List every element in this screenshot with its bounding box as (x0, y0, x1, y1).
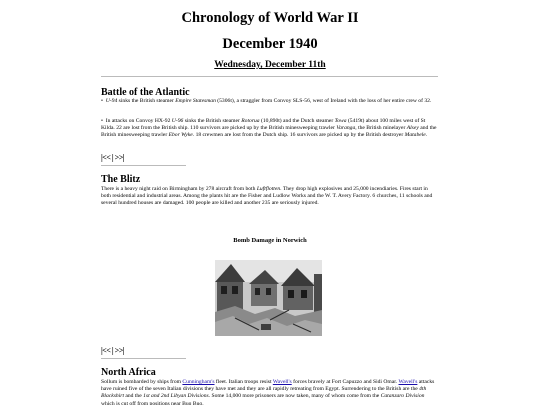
section-heading-atlantic: Battle of the Atlantic (101, 87, 190, 98)
section-heading-blitz: The Blitz (101, 174, 141, 185)
photo-drawing (215, 260, 322, 336)
cunningham-link[interactable]: Cunningham's (182, 379, 215, 385)
uboat-name: U-94 (105, 98, 118, 104)
month-heading: December 1940 (222, 36, 318, 52)
text: . 18 crewmen are lost from the Dutch ship. 16 survivors are picked up by the British destroyer (192, 132, 405, 139)
text: forces bravely at Fort Capuzzo and Sidi Omar. (291, 379, 399, 385)
atlantic-item-2: • In attacks on Convoy HX-92 U-96 sinks the British steamer Rotorua (10,890t) and the Dutch steamer Towa (5419t) about 100 miles west of St Kilda. 22 are lost from the British ship. 110 survivors are picked up by the British minesweeping trawler Varanga, the British minelayer Alsey and the British minesweeping trawler Ebor Wyke. 18 crewmen are lost from the Dutch ship. 16 survivors are picked up by the British destroyer Matabele. (101, 118, 437, 139)
nav-back-button[interactable]: |<< (101, 346, 111, 355)
division-name: Catanzaro Division (380, 393, 425, 400)
ship-name: Ebor Wyke (168, 132, 193, 139)
nav-separator: | (111, 346, 114, 355)
section-heading-africa: North Africa (101, 367, 156, 378)
date-heading: Wednesday, December 11th (214, 60, 326, 70)
text: There is a heavy night raid on Birmingham by 278 aircraft from both (101, 186, 257, 192)
text: and the British minesweeping trawler (101, 125, 437, 139)
text: and the (124, 393, 144, 400)
nav-forward-button[interactable]: >>| (114, 346, 125, 355)
text: . (425, 132, 428, 139)
divider (101, 165, 186, 166)
ship-name: Varanga (336, 125, 356, 132)
text: sinks the British steamer (117, 98, 176, 104)
photo-caption: Bomb Damage in Norwich (233, 237, 307, 244)
text: , the British minelayer (355, 125, 407, 132)
nav-separator: | (111, 153, 114, 162)
text: sinks the British steamer (183, 118, 242, 124)
blitz-text (101, 186, 438, 208)
text: which is cut off from positions near Buq Buq. (101, 400, 204, 405)
division-name: 1st and 2nd Libyan Divisions (143, 393, 209, 400)
uboat-name: U-96 (171, 118, 184, 124)
ship-name: Alsey (406, 125, 419, 132)
text: (5419t) about 100 miles west of St Kilda. 22 are lost from the British ship. 110 survivors are picked up by the British minesweeping trawler (101, 118, 426, 132)
nav-forward-button[interactable]: >>| (114, 153, 125, 162)
nav-arrows (101, 153, 124, 162)
nav-back-button[interactable]: |<< (101, 153, 111, 162)
text: . They drop high explosives and 25,000 incendiaries. Fires start in both residential and industrial areas. Among the plants hit are the Fisher and Ludlow Works and the W. T. Avery Factory. 6 churches, 11 schools and several hundred houses are damaged. 100 people are killed and another 235 are seriously injured. (101, 186, 433, 207)
divider (101, 76, 438, 77)
wavell-link[interactable]: Wavell's (398, 379, 418, 385)
wavell-link[interactable]: Wavell's (272, 379, 292, 385)
text: . Some 14,000 more prisoners are now taken, many of whom come from the (208, 393, 381, 400)
text: Sollum is bombarded by ships from (101, 379, 183, 385)
ship-name: Rotorua (241, 118, 260, 124)
text: attacks have ruined five of the seven Italian divisions they have met and they are all rapidly retreating from Egypt. Surrendering to the British are the (101, 379, 435, 393)
atlantic-item-1: • U-94 sinks the British steamer Empire Statesman (5306t), a straggler from Convoy SLS-56, west of Ireland with the loss of her entire crew of 32. (101, 98, 432, 104)
ship-name: Matabele (404, 132, 426, 139)
ship-name: Towa (334, 118, 347, 124)
text: In attacks on Convoy HX-92 (105, 118, 172, 124)
division-name: 4th Blackshirt (101, 386, 427, 400)
text: fleet. Italian troops resist (214, 379, 273, 385)
bomb-damage-photo (215, 260, 322, 336)
text: (10,890t) and the Dutch steamer (259, 118, 335, 124)
nav-arrows (101, 346, 124, 355)
africa-text (101, 379, 438, 405)
luftflotten: Luftflotten (256, 186, 281, 192)
page-title: Chronology of World War II (181, 10, 359, 26)
ship-name: Empire Statesman (175, 98, 216, 104)
text: (5306t), a straggler from Convoy SLS-56, west of Ireland with the loss of her entire crew of 32. (215, 98, 432, 104)
divider (101, 358, 186, 359)
